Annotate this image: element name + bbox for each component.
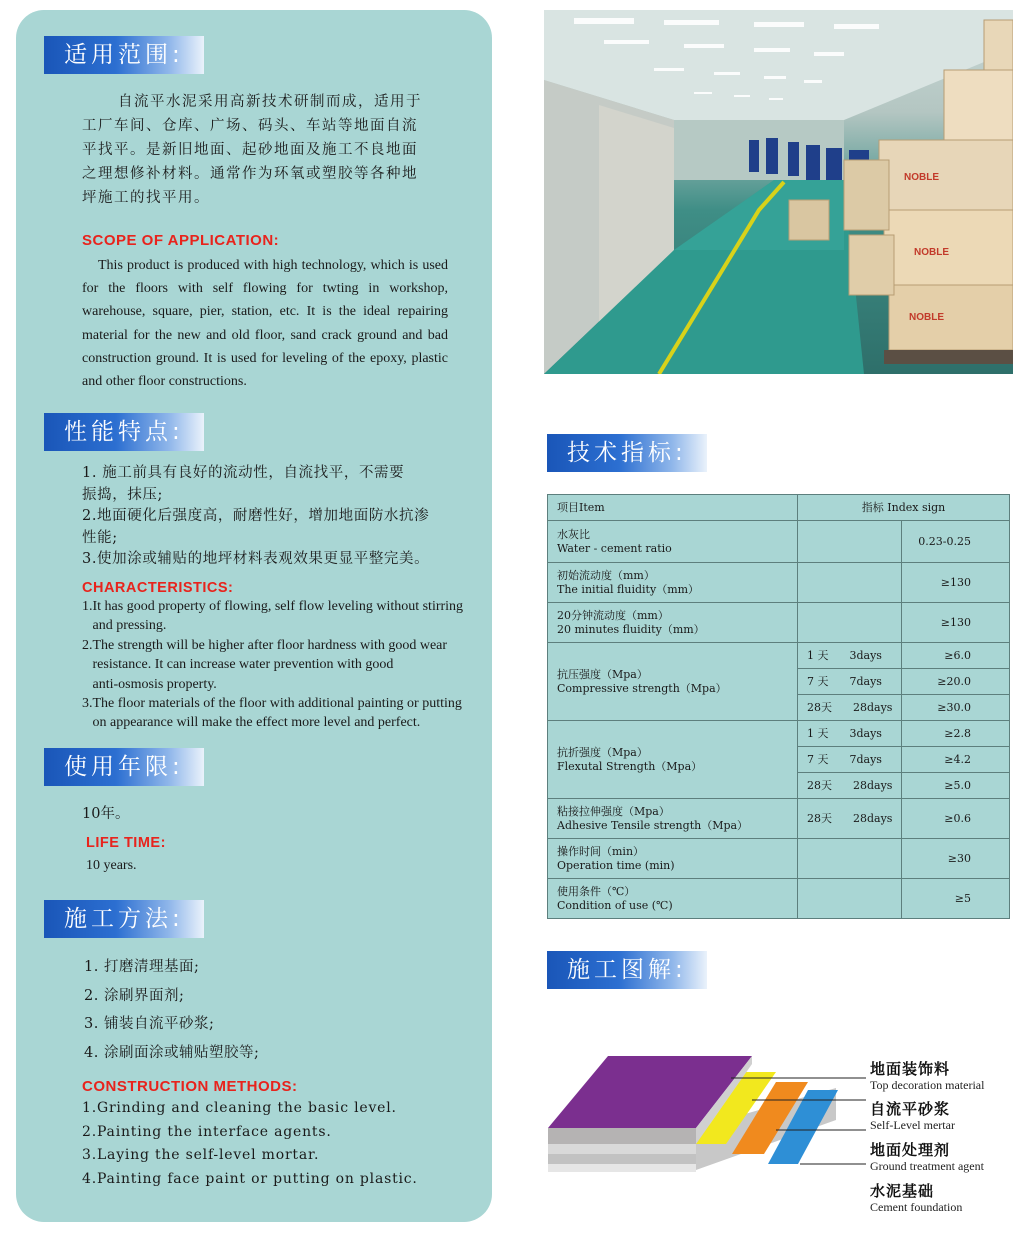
- method-en-item: 2.Painting the interface agents.: [82, 1123, 332, 1140]
- layer-label-selflevel-cn: 自流平砂浆: [870, 1100, 951, 1118]
- feature-cn-line: 2.地面硬化后强度高，耐磨性好，增加地面防水抗渗: [82, 508, 430, 524]
- spec-duration-cell: [798, 721, 902, 747]
- spec-header-index-label: 指标 Index sign: [861, 500, 946, 514]
- spec-value: ≥5.0: [944, 778, 971, 792]
- spec-duration-cell: [798, 799, 902, 839]
- scope-heading: 适用范围:: [44, 36, 204, 74]
- spec-item-cell: [548, 879, 798, 919]
- scope-cn-line: 坪施工的找平用。: [82, 190, 210, 206]
- spec-duration-cell: [798, 603, 902, 643]
- spec-item-cn: 粘接拉伸强度（Mpa）: [557, 804, 670, 818]
- spec-item-cn: 初始流动度（mm）: [557, 568, 655, 582]
- spec-value-cell: [902, 669, 1010, 695]
- spec-value: ≥6.0: [944, 648, 971, 662]
- photo-box-label: NOBLE: [914, 247, 949, 258]
- life-heading: 使用年限:: [44, 748, 204, 786]
- spec-duration-cell: [798, 521, 902, 563]
- layer-label-selflevel-en: Self-Level mertar: [870, 1118, 955, 1132]
- spec-item-cell: [548, 521, 798, 563]
- spec-duration: 1 天 3days: [807, 726, 882, 740]
- spec-item-cell: [548, 839, 798, 879]
- spec-value-cell: [902, 563, 1010, 603]
- method-cn-item: 4. 涂刷面涂或辅贴塑胶等;: [84, 1044, 260, 1061]
- spec-header-item-label: 项目Item: [557, 500, 605, 514]
- spec-header-item: [548, 495, 798, 521]
- spec-duration: 28天 28days: [807, 700, 893, 714]
- spec-item-cell: [548, 563, 798, 603]
- spec-item-en: Condition of use (℃): [557, 898, 673, 912]
- spec-value: ≥2.8: [944, 726, 971, 740]
- characteristic-line: 1.It has good property of flowing, self flow leveling without stirring: [82, 599, 464, 614]
- spec-item-en: The initial fluidity（mm）: [557, 582, 700, 596]
- layer-label-cement-cn: 水泥基础: [870, 1182, 935, 1200]
- spec-item-en: 20 minutes fluidity（mm）: [557, 622, 705, 636]
- spec-duration-cell: [798, 695, 902, 721]
- characteristic-line: on appearance will make the effect more level and perfect.: [82, 715, 421, 731]
- method-en-item: 1.Grinding and cleaning the basic level.: [82, 1100, 397, 1116]
- spec-item-cn: 抗压强度（Mpa）: [557, 667, 648, 681]
- spec-duration: 7 天 7days: [807, 674, 882, 688]
- spec-duration: 28天 28days: [807, 811, 893, 825]
- spec-value: ≥30: [947, 851, 971, 865]
- spec-duration-cell: [798, 879, 902, 919]
- spec-duration-cell: [798, 773, 902, 799]
- life-chinese-text: 10年。: [82, 806, 130, 822]
- characteristic-line: 2.The strength will be higher after floor hardness with good wear: [82, 637, 448, 653]
- spec-value: ≥130: [940, 615, 971, 629]
- spec-duration-cell: [798, 643, 902, 669]
- method-en-item: 3.Laying the self-level mortar.: [82, 1147, 320, 1163]
- layer-slab-4: [548, 1164, 696, 1172]
- spec-duration: 28天 28days: [807, 778, 893, 792]
- spec-row: [548, 563, 1010, 603]
- spec-row: [548, 603, 1010, 643]
- spec-duration-cell: [798, 839, 902, 879]
- spec-value: ≥20.0: [937, 674, 971, 688]
- spec-value: ≥130: [940, 575, 971, 589]
- spec-item-cell: [548, 721, 798, 799]
- spec-value: ≥0.6: [944, 811, 971, 825]
- spec-item-cn: 20分钟流动度（mm）: [557, 608, 669, 622]
- method-heading: 施工方法:: [44, 900, 204, 938]
- spec-value-cell: [902, 603, 1010, 643]
- spec-value-cell: [902, 839, 1010, 879]
- spec-value-cell: [902, 747, 1010, 773]
- diagram-heading: 施工图解:: [547, 951, 707, 989]
- spec-item-cn: 使用条件（℃）: [557, 884, 636, 898]
- spec-item-en: Compressive strength（Mpa）: [557, 681, 727, 695]
- scope-cn-line: 平找平。是新旧地面、起砂地面及施工不良地面: [82, 142, 418, 158]
- scope-english-title: SCOPE OF APPLICATION:: [82, 232, 280, 249]
- spec-item-en: Adhesive Tensile strength（Mpa）: [557, 818, 749, 832]
- layer-label-top-cn: 地面装饰料: [870, 1060, 951, 1078]
- characteristic-line: and pressing.: [82, 618, 167, 634]
- spec-value-cell: [902, 773, 1010, 799]
- spec-duration-cell: [798, 669, 902, 695]
- spec-item-en: Water - cement ratio: [557, 541, 672, 555]
- layer-label-top-en: Top decoration material: [870, 1078, 985, 1092]
- feature-cn-line: 振捣，抹压;: [82, 486, 163, 503]
- scope-cn-line: 之理想修补材料。通常作为环氧或塑胶等各种地: [82, 166, 418, 182]
- spec-value-cell: [902, 695, 1010, 721]
- spec-item-cn: 抗折强度（Mpa）: [557, 745, 648, 759]
- characteristics-list: [82, 597, 472, 733]
- feature-cn-line: 1. 施工前具有良好的流动性，自流找平，不需要: [82, 465, 405, 481]
- method-cn-item: 1. 打磨清理基面;: [84, 959, 200, 975]
- layer-slab-1: [548, 1128, 696, 1144]
- spec-row: [548, 643, 1010, 669]
- characteristic-line: anti-osmosis property.: [82, 676, 217, 692]
- spec-duration: 7 天 7days: [807, 752, 882, 766]
- photo-box-label: NOBLE: [909, 312, 944, 323]
- spec-row: [548, 721, 1010, 747]
- factory-floor-photo: [544, 10, 1013, 374]
- spec-value-cell: [902, 721, 1010, 747]
- method-en-item: 4.Painting face paint or putting on plastic.: [82, 1170, 418, 1187]
- spec-value-cell: [902, 521, 1010, 563]
- spec-item-cell: [548, 799, 798, 839]
- spec-row: [548, 879, 1010, 919]
- spec-header-index: [798, 495, 1010, 521]
- characteristics-title: CHARACTERISTICS:: [82, 580, 234, 596]
- spec-duration-cell: [798, 747, 902, 773]
- scope-cn-line: 工厂车间、仓库、广场、码头、车站等地面自流: [82, 118, 418, 134]
- feature-cn-line: 3.使加涂或辅贴的地坪材料表观效果更显平整完美。: [82, 551, 430, 567]
- features-chinese-list: [82, 463, 472, 571]
- layer-label-cement-en: Cement foundation: [870, 1200, 963, 1214]
- method-cn-item: 2. 涂刷界面剂;: [84, 987, 185, 1004]
- photo-box-label: NOBLE: [904, 172, 939, 183]
- spec-value-cell: [902, 879, 1010, 919]
- characteristic-line: resistance. It can increase water prevention with good: [82, 657, 394, 673]
- spec-item-cn: 水灰比: [557, 527, 590, 541]
- layer-slab-2: [548, 1144, 696, 1154]
- characteristic-line: 3.The floor materials of the floor with additional painting or putting: [82, 696, 462, 712]
- feature-cn-line: 性能;: [82, 529, 118, 546]
- layer-label-treatment-cn: 地面处理剂: [870, 1141, 951, 1159]
- layer-label-treatment-en: Ground treatment agent: [870, 1159, 984, 1173]
- method-cn-item: 3. 铺装自流平砂浆;: [84, 1016, 215, 1032]
- features-heading: 性能特点:: [44, 413, 204, 451]
- spec-row: [548, 799, 1010, 839]
- spec-item-en: Operation time (min): [557, 858, 675, 872]
- spec-item-cn: 操作时间（min）: [557, 844, 645, 858]
- spec-duration-cell: [798, 563, 902, 603]
- spec-row: [548, 521, 1010, 563]
- layer-slab-3: [548, 1154, 696, 1164]
- life-time-title: LIFE TIME:: [86, 835, 166, 851]
- spec-row: [548, 839, 1010, 879]
- spec-value: 0.23-0.25: [918, 534, 971, 548]
- spec-value: ≥5: [954, 891, 971, 905]
- spec-value: ≥4.2: [944, 752, 971, 766]
- spec-heading: 技术指标:: [547, 434, 707, 472]
- scope-english-paragraph: This product is produced with high technology, which is used for the floors with self flowing for twting in workshop, warehouse, square, pier, station, etc. It is the ideal repairing material for the new and old floor, sand crack ground and bad construction ground. It is used for leveling of the epoxy, plastic and other floor constructions.: [82, 258, 448, 390]
- construction-methods-title: CONSTRUCTION METHODS:: [82, 1078, 298, 1095]
- spec-value-cell: [902, 643, 1010, 669]
- spec-value-cell: [902, 799, 1010, 839]
- spec-value: ≥30.0: [937, 700, 971, 714]
- technical-spec-table: [547, 494, 1010, 919]
- spec-item-cell: [548, 603, 798, 643]
- spec-item-cell: [548, 643, 798, 721]
- scope-cn-line: 自流平水泥采用高新技术研制而成，适用于: [118, 94, 422, 110]
- spec-duration: 1 天 3days: [807, 648, 882, 662]
- spec-item-en: Flexutal Strength（Mpa）: [557, 759, 703, 773]
- scope-chinese-paragraph: [82, 90, 454, 210]
- spec-header-row: [548, 495, 1010, 521]
- life-english-text: 10 years.: [86, 858, 137, 873]
